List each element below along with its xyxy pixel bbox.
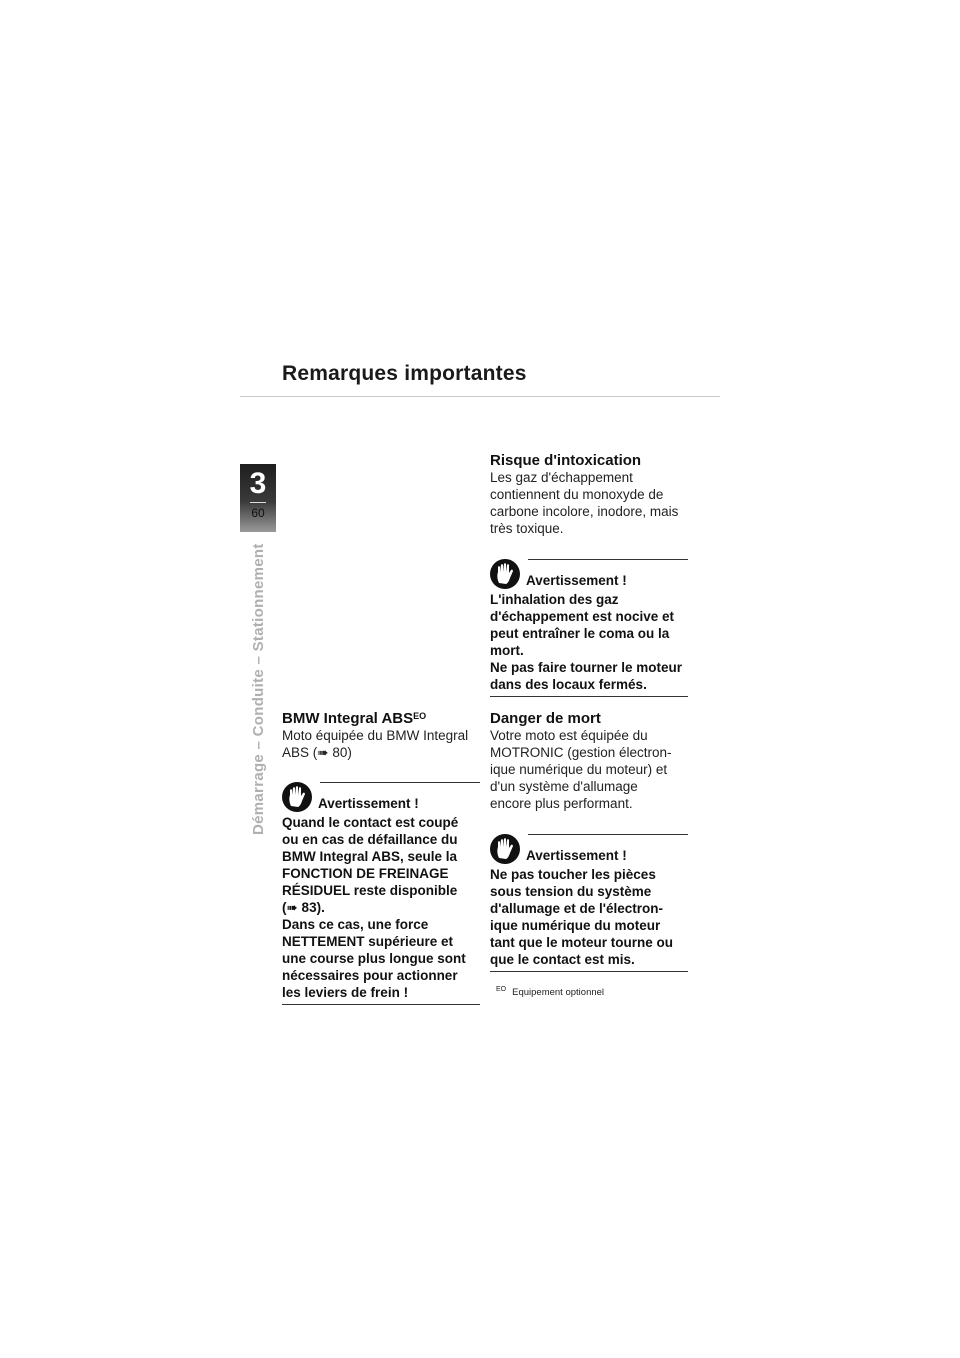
footnote [496, 986, 604, 998]
section-body: Votre moto est équipée du MOTRONIC (gestion électron- ique numérique du moteur) et d'un système d'allumage encore plus performant. [490, 728, 672, 811]
warning-box [490, 559, 688, 697]
footnote-text: Equipement optionnel [512, 987, 605, 999]
warning-hand-icon [490, 834, 520, 864]
warning-rule [320, 782, 480, 783]
warning-text: Quand le contact est coupé ou en cas de défaillance du BMW Integral ABS, seule la FONCTION DE FREINAGE RÉSIDUEL reste disponible (➠ 83). Dans ce cas, une force NETTEMENT supérieure et une course plus longue sont nécessaires pour actionner les leviers de frein ! [282, 815, 466, 1000]
section-intoxication [490, 452, 695, 537]
warning-rule [528, 559, 688, 560]
chapter-tab [240, 464, 276, 532]
section-heading: BMW Integral $ABS^{EO}$ [282, 710, 427, 727]
page-number: 60 [251, 506, 265, 520]
warning-text: Ne pas toucher les pièces sous tension du système d'allumage et de l'électron- ique numérique du moteur tant que le moteur tourne ou que le contact est mis. [490, 867, 674, 967]
warning-label: Avertissement ! [526, 573, 627, 588]
section-heading: Danger de mort [490, 710, 601, 727]
warning-label: Avertissement ! [318, 796, 419, 811]
warning-hand-icon [490, 559, 520, 589]
section-danger [490, 710, 695, 812]
warning-text: L'inhalation des gaz d'échappement est nocive et peut entraîner le coma ou la mort. Ne pas faire tourner le moteur dans des locaux fermés. [490, 592, 683, 692]
section-heading: Risque d'intoxication [490, 452, 642, 469]
warning-box [282, 782, 480, 1005]
page-title: Remarques importantes [282, 362, 527, 385]
warning-box [490, 834, 688, 972]
warning-hand-icon [282, 782, 312, 812]
optional-equipment-mark: EO [413, 711, 427, 721]
warning-rule [528, 834, 688, 835]
footnote-mark: EO [496, 986, 507, 993]
chapter-divider [250, 502, 266, 503]
title-divider [240, 396, 720, 397]
section-body: Moto équipée du BMW Integral ABS (➠ 80) [282, 728, 469, 760]
chapter-side-label: Démarrage – Conduite – Stationnement [250, 543, 267, 835]
warning-label: Avertissement ! [526, 848, 627, 863]
section-body: Les gaz d'échappement contiennent du monoxyde de carbone incolore, inodore, mais très toxique. [490, 470, 679, 536]
section-integral-abs [282, 710, 482, 761]
chapter-number: 3 [249, 467, 267, 500]
